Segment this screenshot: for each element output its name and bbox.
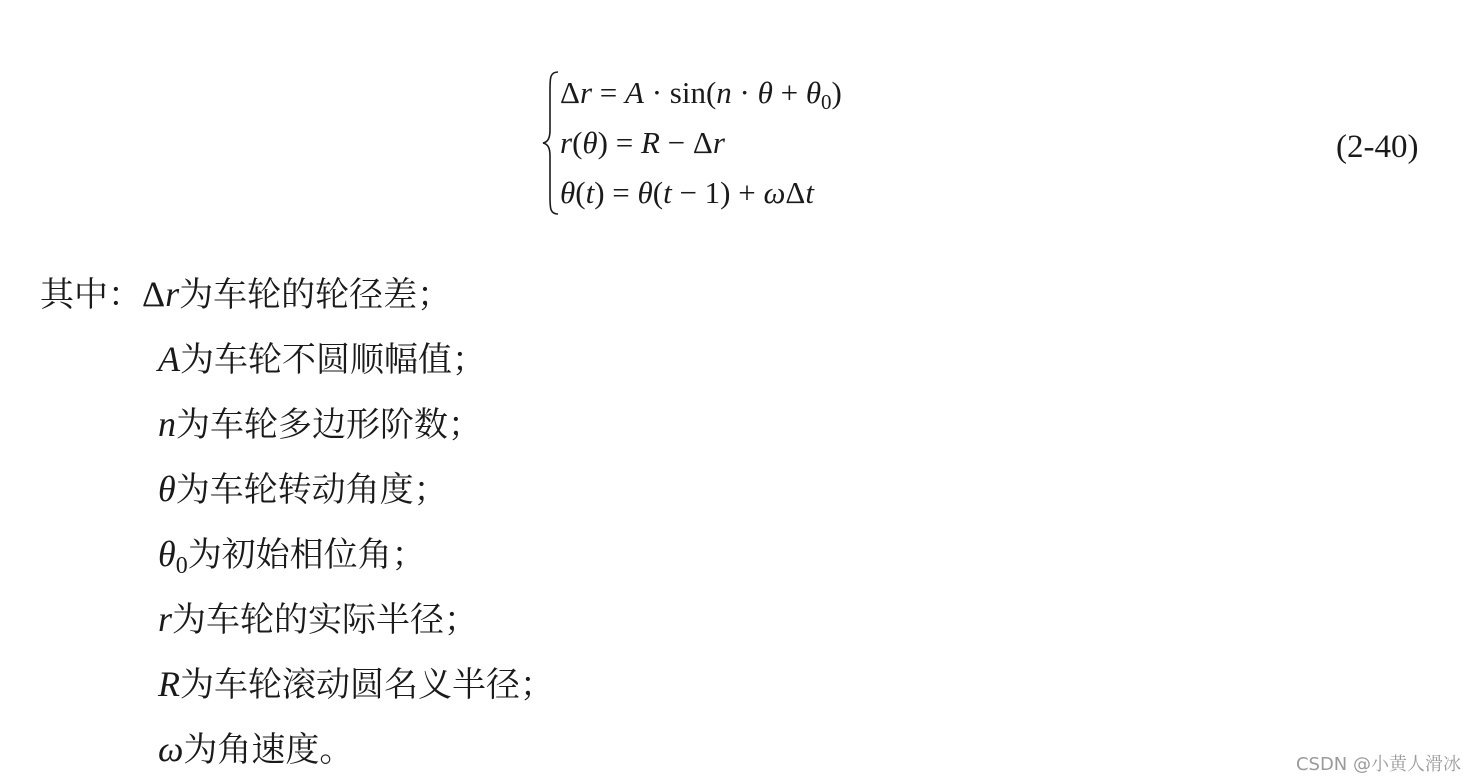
definition-symbol: A xyxy=(158,339,180,379)
definition-row xyxy=(40,392,554,457)
watermark: CSDN @小黄人滑冰 xyxy=(1295,754,1461,775)
definition-row xyxy=(40,457,554,522)
equation-line-1: $\Delta r = A \cdot \sin(n \cdot \theta + \theta_0)$ xyxy=(560,75,842,114)
equation-line-3: θ(t) = θ(t − 1) + ωΔt xyxy=(560,175,814,210)
definition-row xyxy=(40,262,554,327)
equation-lines xyxy=(560,68,842,218)
definition-symbol: R xyxy=(158,664,180,704)
definition-text: 为车轮多边形阶数； xyxy=(176,405,482,445)
definitions-lead: 其中： xyxy=(40,275,142,315)
definition-symbol: $\theta_0$ xyxy=(158,534,188,579)
equation-line-2: r(θ) = R − Δr xyxy=(560,125,725,160)
definition-text: 为角速度。 xyxy=(183,730,354,770)
definition-symbol: Δr xyxy=(142,274,180,314)
definition-text: 为初始相位角； xyxy=(187,535,426,575)
definition-row xyxy=(40,717,554,782)
definitions-list xyxy=(40,262,554,782)
definition-symbol: θ xyxy=(158,469,176,509)
definition-symbol: n xyxy=(158,404,176,444)
equation-number: (2-40) xyxy=(1336,129,1419,165)
equation-system xyxy=(540,68,870,218)
definition-text: 为车轮不圆顺幅值； xyxy=(180,340,486,380)
definition-text: 为车轮转动角度； xyxy=(175,470,448,510)
definition-row xyxy=(40,652,554,717)
definition-row xyxy=(40,327,554,392)
definition-text: 为车轮滚动圆名义半径； xyxy=(180,665,554,705)
definition-row xyxy=(40,587,554,652)
definition-text: 为车轮的实际半径； xyxy=(172,600,479,640)
definition-text: 为车轮的轮径差； xyxy=(179,275,452,315)
left-brace-icon xyxy=(540,68,562,218)
definition-row xyxy=(40,522,554,587)
definition-symbol: r xyxy=(158,599,173,639)
definition-symbol: ω xyxy=(158,729,184,769)
